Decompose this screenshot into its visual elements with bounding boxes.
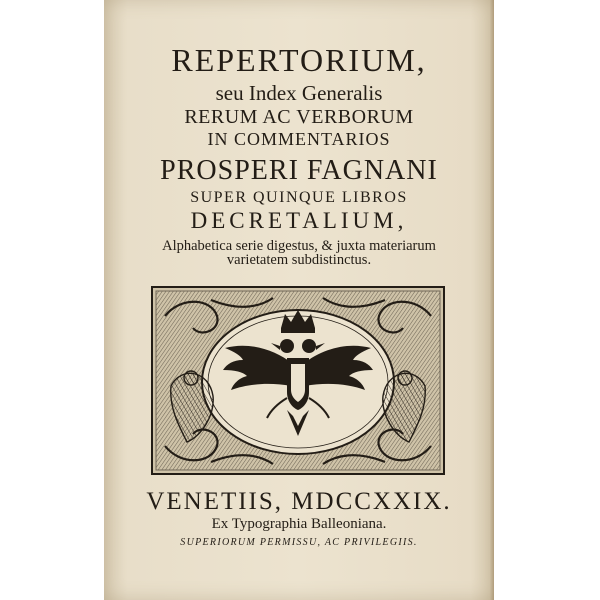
subtitle-line-3: RERUM AC VERBORUM — [184, 106, 414, 128]
subtitle-line-7: DECRETALIUM, — [190, 208, 408, 233]
crowned-double-headed-eagle-woodcut-icon — [151, 286, 445, 475]
description-line-2: varietatem subdistinctus. — [226, 252, 372, 268]
author-name: PROSPERI FAGNANI — [160, 155, 438, 186]
subtitle-line-6: SUPER QUINQUE LIBROS — [190, 189, 408, 206]
printers-device-emblem — [151, 286, 445, 475]
book-title: REPERTORIUM, — [171, 42, 427, 78]
subtitle-line-4: IN COMMENTARIOS — [207, 129, 391, 149]
description-line-1: Alphabetica serie digestus, & juxta materiarum — [162, 238, 436, 254]
imprint-place-date: VENETIIS, MDCCXXIX. — [146, 488, 452, 515]
book-title-page — [104, 0, 494, 600]
imprint-privilege: SUPERIORUM PERMISSU, AC PRIVILEGIIS. — [180, 537, 418, 548]
imprint-printer: Ex Typographia Balleoniana. — [211, 516, 387, 532]
subtitle-line-2: seu Index Generalis — [215, 81, 383, 105]
